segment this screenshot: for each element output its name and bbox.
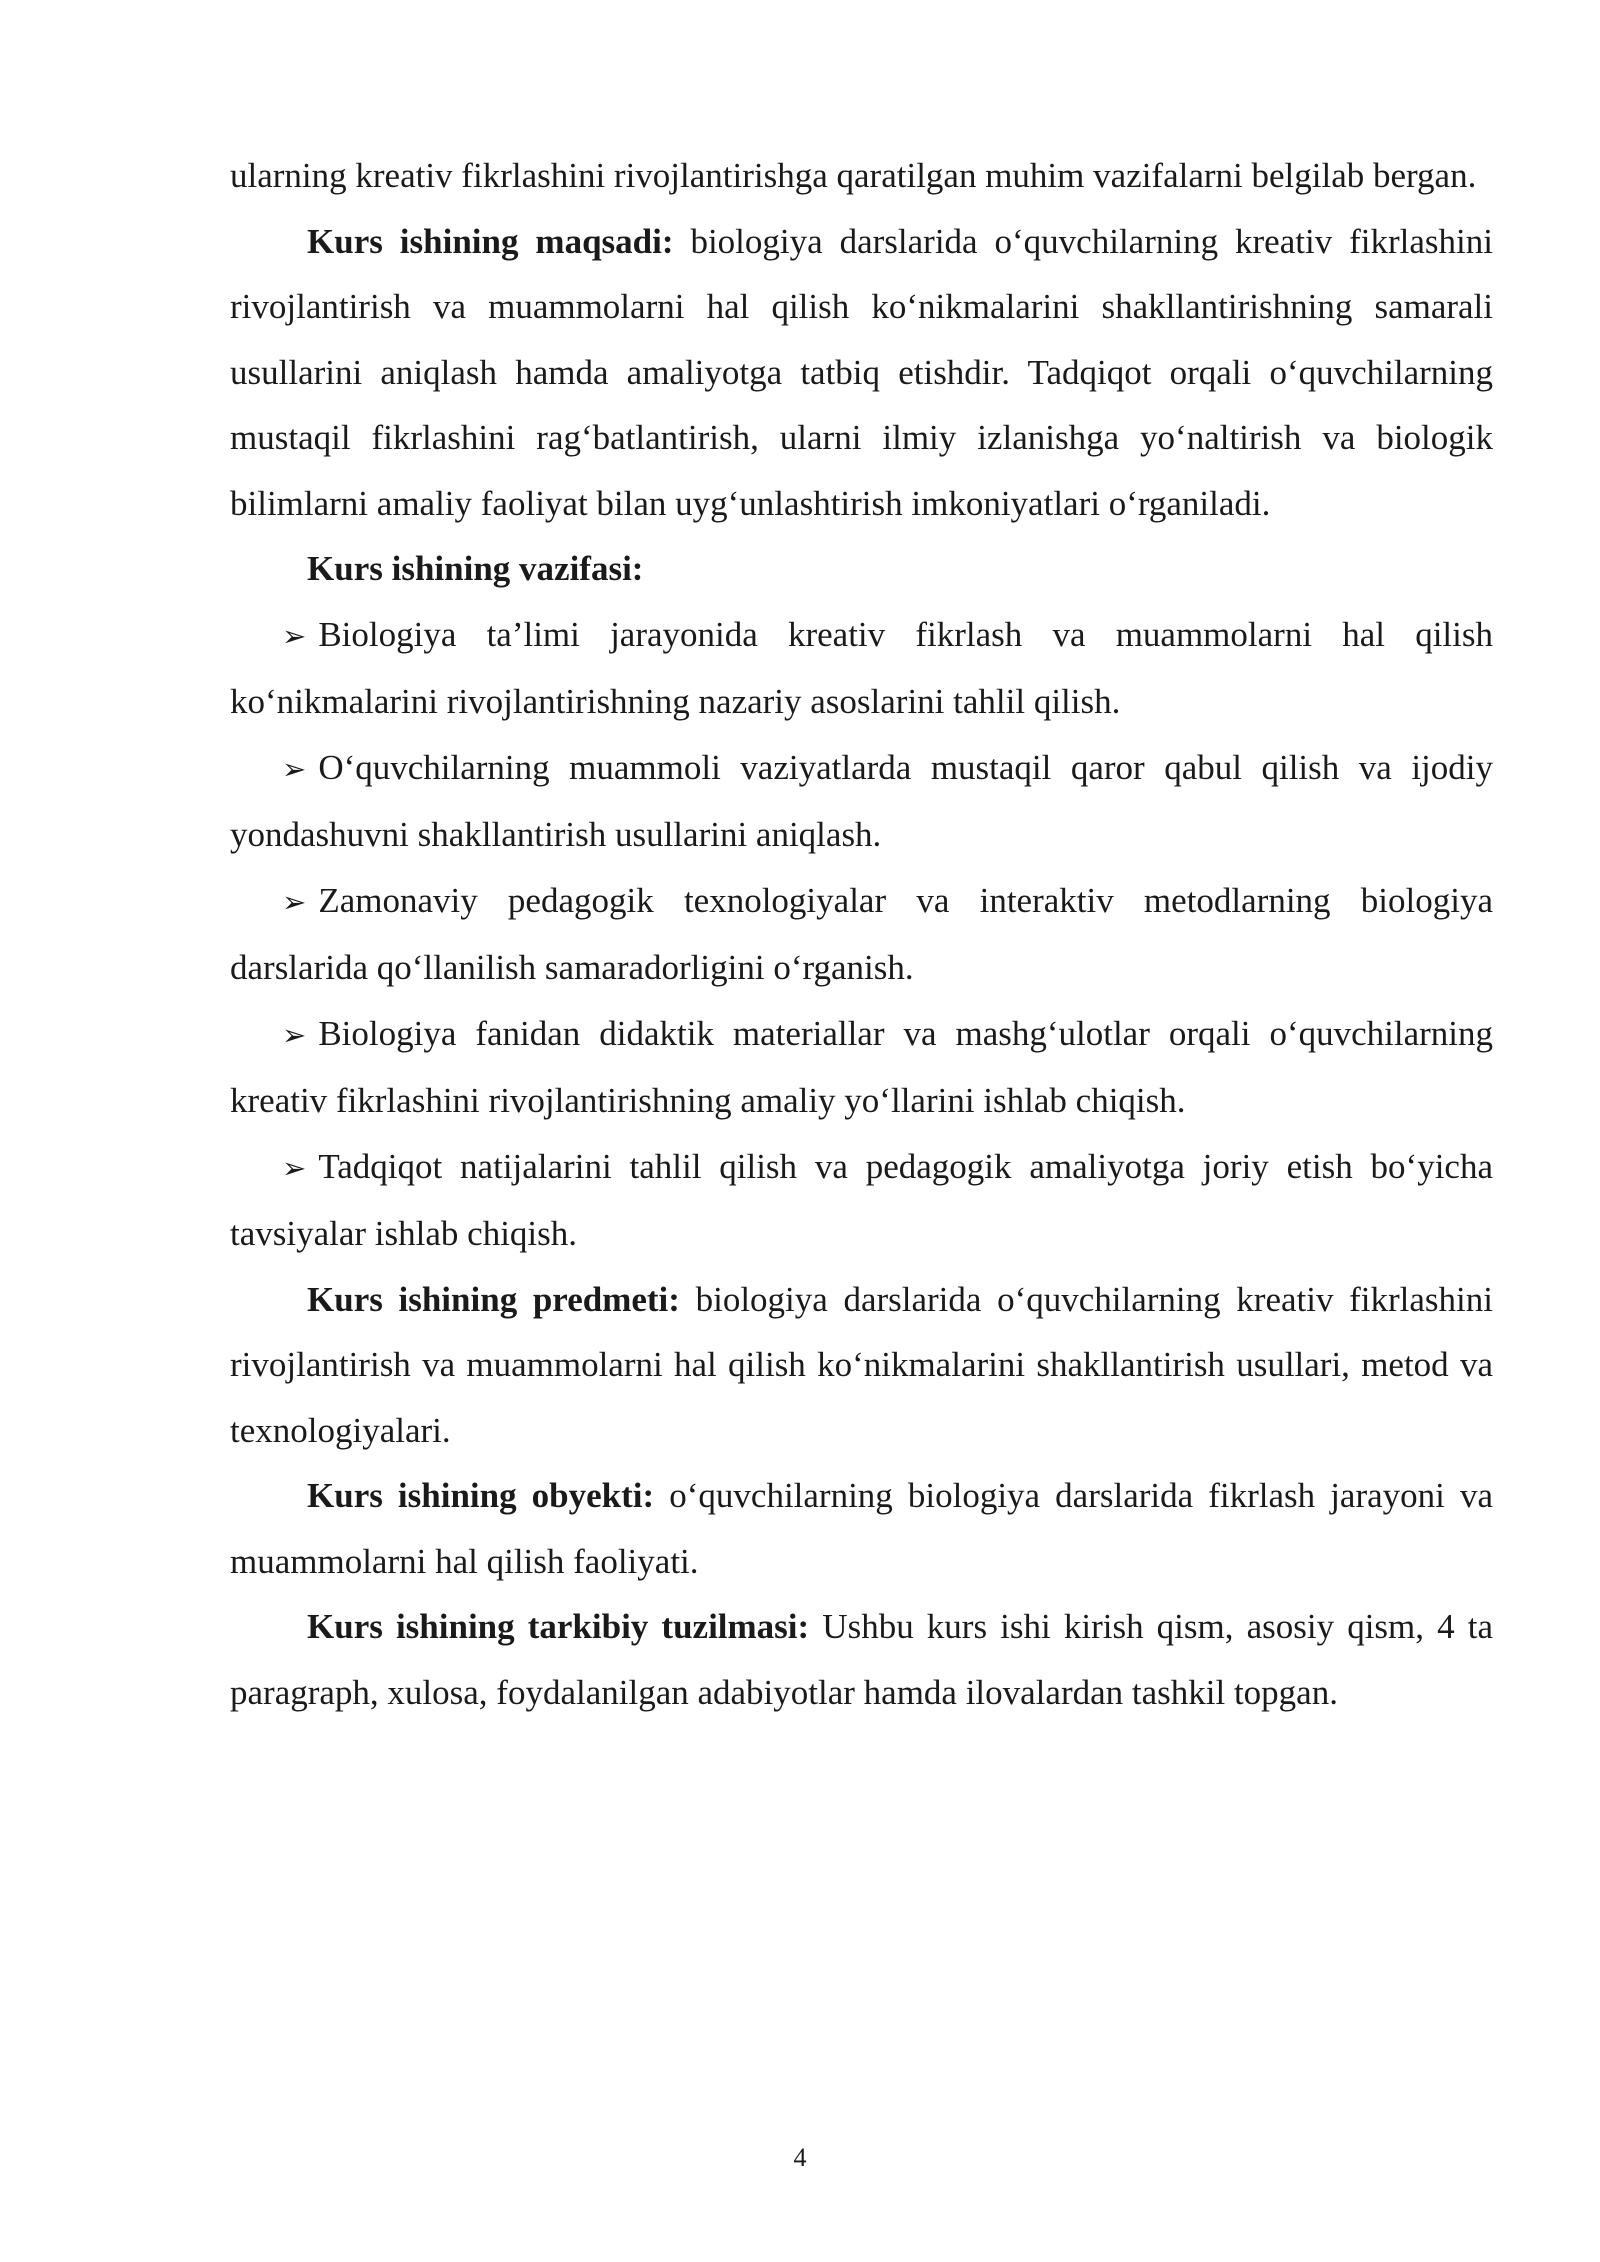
structure-text: Ushbu kurs ishi kirish qism, asosiy qism, 4 ta paragraph, xulosa, foydalanilgan adabiyotlar hamda ilovalardan tashkil topgan. bbox=[230, 1607, 1493, 1712]
subject-text: biologiya darslarida o‘quvchilarning kreativ fikrlashini rivojlantirish va muammolarni hal qilish ko‘nikmalarini shakllantirish usullari, metod va texnologiyalari. bbox=[230, 1279, 1493, 1450]
arrow-bullet-icon: ➢ bbox=[282, 618, 307, 653]
object-paragraph bbox=[230, 1463, 1493, 1594]
task-item-3 bbox=[230, 868, 1493, 1001]
task-item-5 bbox=[230, 1134, 1493, 1267]
page-number: 4 bbox=[793, 2143, 807, 2172]
tasks-heading: Kurs ishining vazifasi: bbox=[307, 549, 644, 588]
goal-label: Kurs ishining maqsadi: bbox=[307, 221, 674, 261]
goal-paragraph bbox=[230, 209, 1493, 537]
task-item-text: O‘quvchilarning muammoli vaziyatlarda mustaqil qaror qabul qilish va ijodiy yondashuvni shakllantirish usullarini aniqlash. bbox=[230, 747, 1493, 854]
subject-paragraph bbox=[230, 1267, 1493, 1464]
subject-label: Kurs ishining predmeti: bbox=[307, 1279, 680, 1319]
task-item-text: Biologiya ta’limi jarayonida kreativ fikrlash va muammolarni hal qilish ko‘nikmalarini rivojlantirishning nazariy asoslarini tahlil qilish. bbox=[230, 614, 1493, 721]
task-item-2 bbox=[230, 735, 1493, 868]
task-item-text: Tadqiqot natijalarini tahlil qilish va pedagogik amaliyotga joriy etish bo‘yicha tavsiyalar ishlab chiqish. bbox=[230, 1146, 1493, 1253]
arrow-bullet-icon: ➢ bbox=[282, 884, 307, 919]
structure-paragraph bbox=[230, 1594, 1493, 1725]
task-item-text: Zamonaviy pedagogik texnologiyalar va interaktiv metodlarning biologiya darslarida qo‘llanilish samaradorligini o‘rganish. bbox=[230, 880, 1493, 987]
task-item-1 bbox=[230, 602, 1493, 735]
task-item-4 bbox=[230, 1001, 1493, 1134]
document-page bbox=[230, 143, 1493, 1725]
structure-label: Kurs ishining tarkibiy tuzilmasi: bbox=[307, 1607, 810, 1646]
arrow-bullet-icon: ➢ bbox=[282, 1150, 307, 1185]
goal-text: biologiya darslarida o‘quvchilarning kreativ fikrlashini rivojlantirish va muammolarni hal qilish ko‘nikmalarini shakllantirishning samarali usullarini aniqlash hamda amaliyotga tatbiq etishdir. Tadqiqot orqali o‘quvchilarning mustaqil fikrlashini rag‘batlantirish, ularni ilmiy izlanishga yo‘naltirish va biologik bilimlarni amaliy faoliyat bilan uyg‘unlashtirish imkoniyatlari o‘rganiladi. bbox=[230, 221, 1494, 523]
object-label: Kurs ishining obyekti: bbox=[307, 1476, 655, 1515]
arrow-bullet-icon: ➢ bbox=[282, 1017, 307, 1052]
intro-continuation-paragraph: ularning kreativ fikrlashini rivojlantirishga qaratilgan muhim vazifalarni belgilab bergan. bbox=[230, 156, 1477, 195]
object-text: o‘quvchilarning biologiya darslarida fikrlash jarayoni va muammolarni hal qilish faoliyati. bbox=[230, 1476, 1493, 1581]
task-item-text: Biologiya fanidan didaktik materiallar va mashg‘ulotlar orqali o‘quvchilarning kreativ fikrlashini rivojlantirishning amaliy yo‘llarini ishlab chiqish. bbox=[230, 1013, 1493, 1120]
arrow-bullet-icon: ➢ bbox=[282, 751, 307, 786]
